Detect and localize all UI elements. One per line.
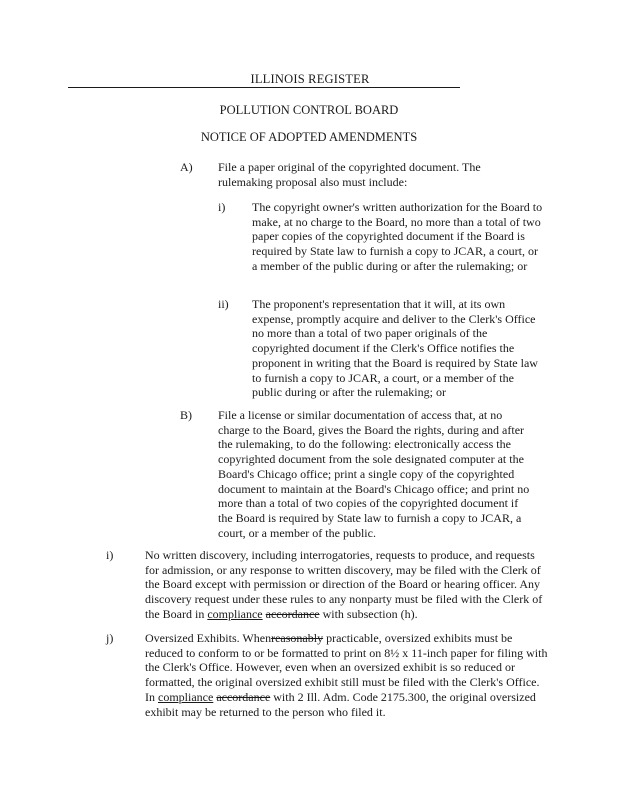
- subsection-i-text-end: with subsection (h).: [319, 606, 418, 621]
- subsection-j: [106, 631, 548, 721]
- subsection-A-i-text: The copyright owner's written authorization for the Board to make, at no charge to the Board, no more than a total of two paper copies of the copyrighted document if the Board is required by State law to furnish a copy to JCAR, a court, or a member of the public during or after the rulemaking; or: [252, 200, 543, 273]
- subsection-j-text: [145, 631, 548, 719]
- subsection-A: [180, 160, 530, 192]
- subsection-A-ii: [218, 297, 548, 402]
- subsection-A-i: [218, 200, 548, 290]
- subsection-A-text: File a paper original of the copyrighted document. The rulemaking proposal also must include:: [218, 160, 481, 189]
- subsection-i-text-main: No written discovery, including interrogatories, requests to produce, and requests for admission, or any response to written discovery, may be filed with the Clerk of the Board except with permission or direction of the Board or hearing officer. Any discovery request under these rules to any nonparty must be filed with the Clerk of the Board in: [145, 548, 543, 621]
- subsection-B-text: File a license or similar documentation of access that, at no charge to the Board, gives the Board the rights, during and after the rulemaking, to do the following: electronically access the copyrighted document from the sole designated computer at the Board's Chicago office; print a single copy of the copyrighted document to maintain at the Board's Chicago office; and print no more than a total of two copies of the copyrighted document if the Board is required by State law to furnish a copy to JCAR, a court, or a member of the public.: [218, 408, 530, 540]
- board-title: POLLUTION CONTROL BOARD: [219, 103, 399, 117]
- header-rule: [68, 87, 460, 88]
- subsection-j-text-part3: with 2 Ill. Adm. Code 2175.300, the original oversized exhibit may be returned to the person who filed it.: [145, 689, 536, 719]
- subsection-A-i-label: i): [218, 200, 226, 214]
- deleted-text: reasonably: [271, 631, 324, 645]
- subsection-A-ii-label: ii): [218, 297, 229, 311]
- register-header: ILLINOIS REGISTER: [250, 72, 370, 86]
- subsection-B-label: B): [180, 408, 192, 422]
- subsection-i-text: [145, 548, 548, 622]
- inserted-text: compliance: [207, 606, 263, 621]
- subsection-B: [180, 408, 530, 540]
- subsection-A-label: A): [180, 160, 193, 174]
- subsection-A-ii-text: The proponent's representation that it will, at its own expense, promptly acquire and deliver to the Clerk's Office no more than a total of two paper originals of the copyrighted document if the Clerk's Office notifies the proponent in writing that the Board is required by State law to furnish a copy to JCAR, a court, or a member of the public during or after the rulemaking; or: [252, 297, 538, 400]
- subsection-j-text-part1: Oversized Exhibits. When: [145, 631, 272, 645]
- subsection-j-label: j): [106, 631, 114, 645]
- notice-title: NOTICE OF ADOPTED AMENDMENTS: [200, 130, 418, 144]
- subsection-j-text-part2: practicable, oversized exhibits must be reduced to conform to or be formatted to print on 8½ x 11-inch paper for filing with the Clerk's Office. However, even when an oversized exhibit is so reduced or formatted, the original oversized exhibit still must be filed with the Clerk's Office. In: [145, 631, 548, 704]
- inserted-text: compliance: [158, 689, 214, 704]
- subsection-i-label: i): [106, 548, 114, 562]
- subsection-i: [106, 548, 548, 620]
- deleted-text: accordance: [265, 606, 320, 621]
- deleted-text: accordance: [216, 689, 271, 704]
